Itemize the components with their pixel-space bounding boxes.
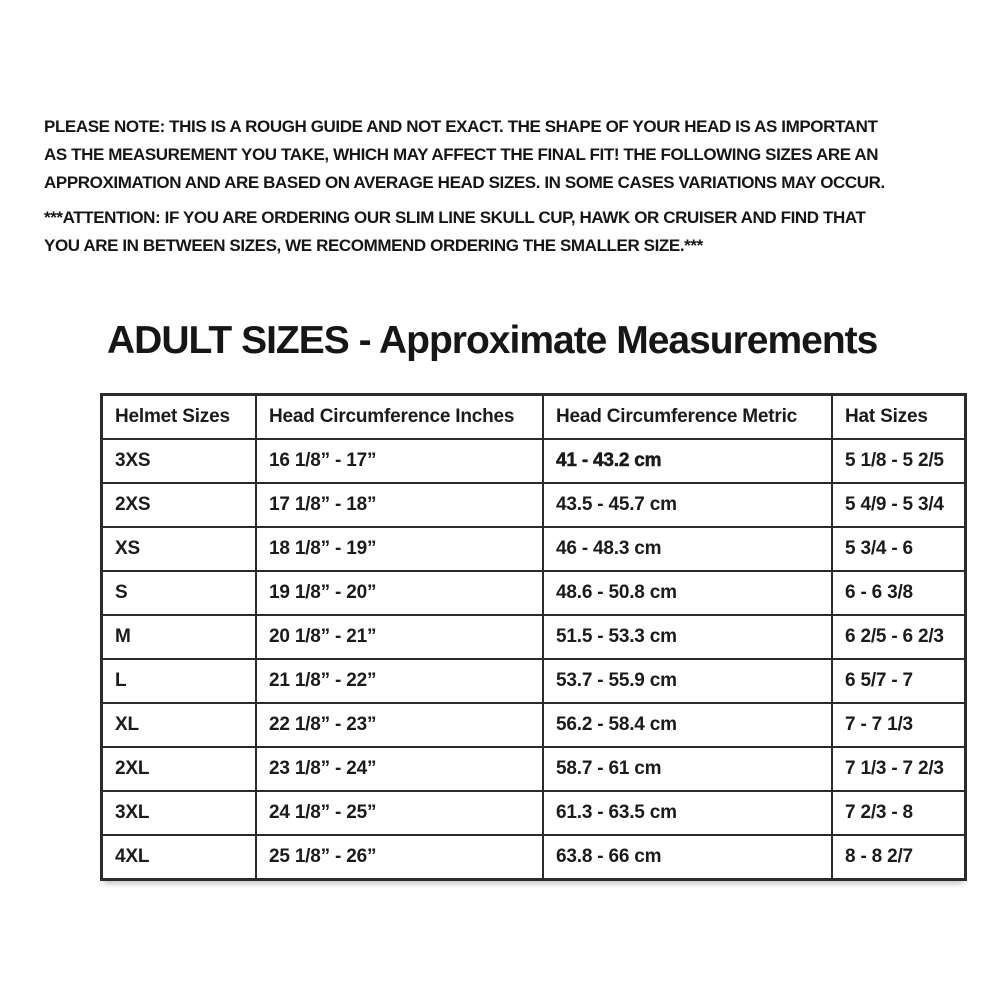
attention-line-2: YOU ARE IN BETWEEN SIZES, WE RECOMMEND ORDERING THE SMALLER SIZE.*** (44, 236, 703, 255)
attention-paragraph (44, 204, 865, 260)
table-header-row (102, 395, 966, 440)
cell-hat-size: 6 - 6 3/8 (832, 571, 966, 615)
attention-line-1: ***ATTENTION: IF YOU ARE ORDERING OUR SLIM LINE SKULL CUP, HAWK OR CRUISER AND FIND THAT (44, 208, 866, 227)
header-circumference-metric: Head Circumference Metric (543, 395, 832, 440)
cell-helmet-size: XS (102, 527, 257, 571)
cell-inches: 16 1/8” - 17” (256, 439, 543, 483)
note-line-2: AS THE MEASUREMENT YOU TAKE, WHICH MAY AFFECT THE FINAL FIT! THE FOLLOWING SIZES ARE AN (44, 145, 879, 164)
cell-helmet-size: 2XL (102, 747, 257, 791)
cell-metric: 56.2 - 58.4 cm (543, 703, 832, 747)
cell-helmet-size: 3XS (102, 439, 257, 483)
table-row-2xs (102, 483, 966, 527)
cell-hat-size: 6 5/7 - 7 (832, 659, 966, 703)
note-line-3: APPROXIMATION AND ARE BASED ON AVERAGE HEAD SIZES. IN SOME CASES VARIATIONS MAY OCCUR. (44, 173, 885, 192)
cell-hat-size: 5 1/8 - 5 2/5 (832, 439, 966, 483)
cell-metric: 58.7 - 61 cm (543, 747, 832, 791)
cell-metric: 48.6 - 50.8 cm (543, 571, 832, 615)
cell-helmet-size: 2XS (102, 483, 257, 527)
header-circumference-inches: Head Circumference Inches (256, 395, 543, 440)
cell-hat-size: 5 4/9 - 5 3/4 (832, 483, 966, 527)
cell-metric: 51.5 - 53.3 cm (543, 615, 832, 659)
table-row-l (102, 659, 966, 703)
cell-helmet-size: 3XL (102, 791, 257, 835)
cell-metric: 61.3 - 63.5 cm (543, 791, 832, 835)
cell-inches: 21 1/8” - 22” (256, 659, 543, 703)
cell-inches: 20 1/8” - 21” (256, 615, 543, 659)
table-row-m (102, 615, 966, 659)
table-row-xs (102, 527, 966, 571)
cell-hat-size: 7 2/3 - 8 (832, 791, 966, 835)
cell-hat-size: 7 1/3 - 7 2/3 (832, 747, 966, 791)
table-row-4xl (102, 835, 966, 880)
cell-metric: 41 - 43.2 cm (543, 439, 832, 483)
cell-helmet-size: L (102, 659, 257, 703)
cell-inches: 24 1/8” - 25” (256, 791, 543, 835)
table-row-3xs (102, 439, 966, 483)
note-line-1: PLEASE NOTE: THIS IS A ROUGH GUIDE AND NOT EXACT. THE SHAPE OF YOUR HEAD IS AS IMPORTANT (44, 117, 878, 136)
please-note-paragraph (44, 113, 885, 197)
header-hat-sizes: Hat Sizes (832, 395, 966, 440)
cell-inches: 22 1/8” - 23” (256, 703, 543, 747)
cell-metric: 63.8 - 66 cm (543, 835, 832, 880)
cell-metric: 53.7 - 55.9 cm (543, 659, 832, 703)
cell-hat-size: 7 - 7 1/3 (832, 703, 966, 747)
table-row-3xl (102, 791, 966, 835)
cell-inches: 25 1/8” - 26” (256, 835, 543, 880)
cell-helmet-size: 4XL (102, 835, 257, 880)
cell-hat-size: 5 3/4 - 6 (832, 527, 966, 571)
cell-inches: 17 1/8” - 18” (256, 483, 543, 527)
cell-inches: 23 1/8” - 24” (256, 747, 543, 791)
adult-sizes-table (100, 393, 967, 881)
cell-metric: 46 - 48.3 cm (543, 527, 832, 571)
cell-helmet-size: M (102, 615, 257, 659)
cell-hat-size: 6 2/5 - 6 2/3 (832, 615, 966, 659)
table-row-xl (102, 703, 966, 747)
table-row-2xl (102, 747, 966, 791)
cell-inches: 19 1/8” - 20” (256, 571, 543, 615)
cell-helmet-size: S (102, 571, 257, 615)
cell-helmet-size: XL (102, 703, 257, 747)
cell-inches: 18 1/8” - 19” (256, 527, 543, 571)
cell-hat-size: 8 - 8 2/7 (832, 835, 966, 880)
page-title: ADULT SIZES - Approximate Measurements (107, 319, 878, 362)
header-helmet-sizes: Helmet Sizes (102, 395, 257, 440)
table-row-s (102, 571, 966, 615)
cell-metric: 43.5 - 45.7 cm (543, 483, 832, 527)
